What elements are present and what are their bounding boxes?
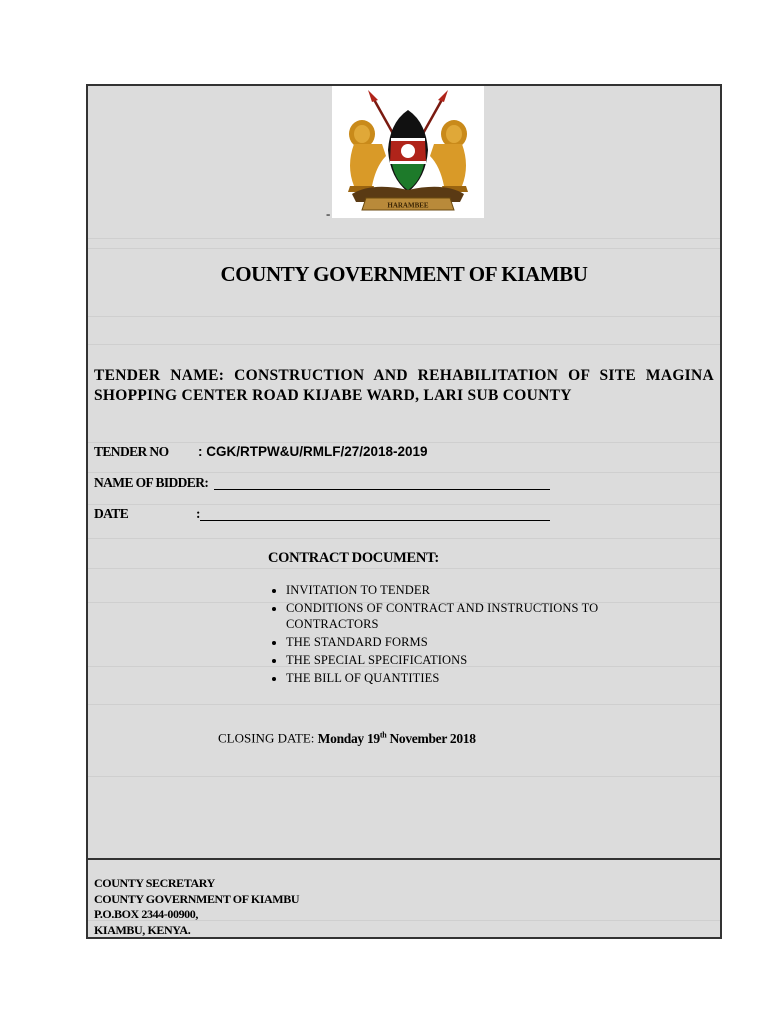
tender-no-row [94, 444, 428, 460]
date-sep: : [196, 506, 200, 521]
closing-value [318, 731, 476, 746]
date-blank [200, 520, 550, 521]
divider [88, 776, 720, 777]
divider [88, 538, 720, 539]
tender-name: TENDER NAME: CONSTRUCTION AND REHABILITATION OF SITE MAGINA SHOPPING CENTER ROAD KIJABE WARD, LARI SUB COUNTY [94, 367, 714, 404]
footer-line: COUNTY GOVERNMENT OF KIAMBU [94, 891, 300, 906]
contract-heading: CONTRACT DOCUMENT: [268, 550, 439, 566]
bidder-row [94, 475, 208, 491]
footer-line: COUNTY SECRETARY [94, 876, 215, 890]
kenya-coat-of-arms-icon [332, 86, 484, 218]
document-frame [86, 84, 722, 939]
tender-no-value: : CGK/RTPW&U/RMLF/27/2018-2019 [198, 444, 428, 459]
coat-of-arms [332, 86, 484, 218]
stray-mark: - [326, 206, 331, 221]
footer-line: P.O.BOX 2344-00900, [94, 907, 198, 921]
closing-day: Monday 19 [317, 730, 380, 746]
page-title: COUNTY GOVERNMENT OF KIAMBU [220, 262, 588, 286]
list-item: • THE STANDARD FORMS [286, 634, 676, 650]
divider [88, 568, 720, 569]
list-item: • CONDITIONS OF CONTRACT AND INSTRUCTIONS TO CONTRACTORS [286, 600, 676, 632]
tender-no-label: TENDER NO [94, 444, 169, 459]
list-item: • INVITATION TO TENDER [286, 582, 676, 598]
divider [88, 316, 720, 317]
emblem-motto: HARAMBEE [387, 201, 429, 210]
footer-line: KIAMBU, KENYA. [94, 922, 191, 937]
list-item: • THE BILL OF QUANTITIES [286, 670, 676, 686]
divider [88, 442, 720, 443]
divider [88, 472, 720, 473]
contract-items [260, 582, 676, 688]
closing-label: CLOSING DATE: [218, 730, 315, 746]
bidder-label: NAME OF BIDDER: [94, 475, 209, 490]
list-item: • THE SPECIAL SPECIFICATIONS [286, 652, 676, 668]
footer-divider [88, 858, 720, 860]
divider [88, 704, 720, 705]
divider [88, 344, 720, 345]
divider [88, 248, 720, 249]
closing-date [218, 730, 476, 747]
date-row [94, 506, 200, 522]
closing-suffix: th [379, 730, 387, 739]
bidder-blank [214, 489, 550, 490]
closing-rest: November 2018 [389, 730, 476, 746]
date-label: DATE [94, 506, 129, 521]
divider [88, 504, 720, 505]
footer-address [94, 876, 299, 938]
divider [88, 238, 720, 239]
